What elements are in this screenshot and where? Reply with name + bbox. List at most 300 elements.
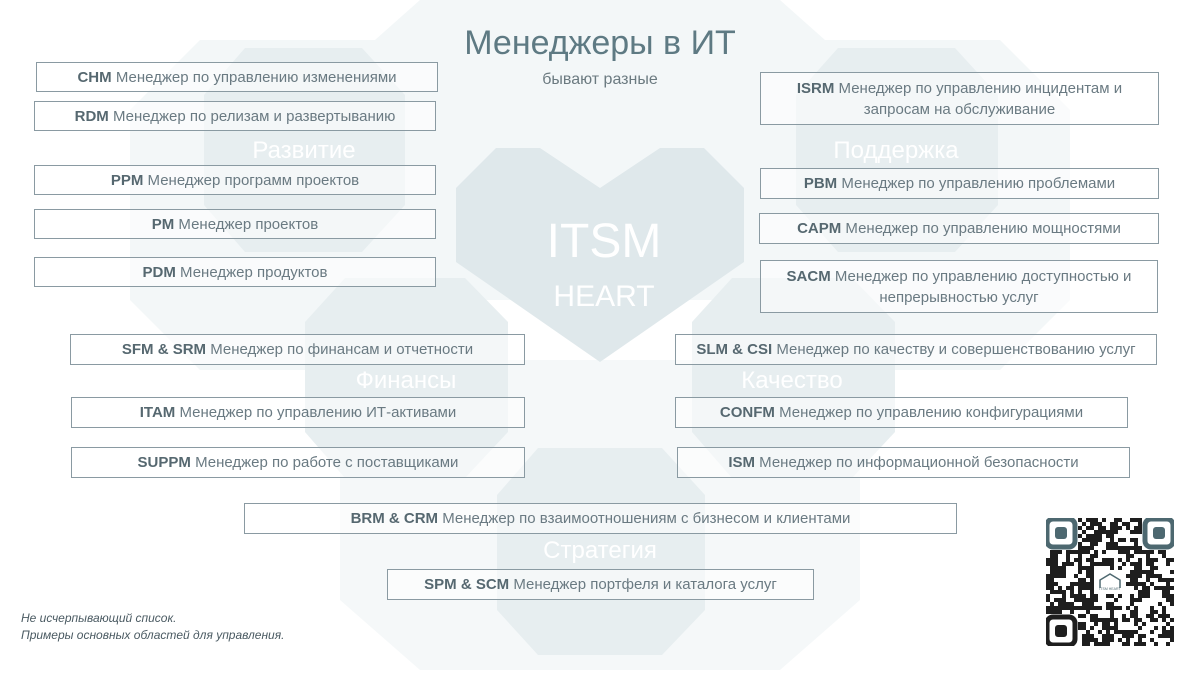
qr-module xyxy=(1066,558,1070,562)
qr-module xyxy=(1070,610,1074,614)
role-text: Менеджер по управлению ИТ-активами xyxy=(179,404,457,421)
qr-module xyxy=(1134,574,1138,578)
qr-module xyxy=(1130,630,1134,634)
qr-module xyxy=(1114,622,1118,626)
qr-module xyxy=(1082,550,1086,554)
qr-module xyxy=(1146,594,1150,598)
qr-module xyxy=(1078,550,1082,554)
qr-module xyxy=(1150,558,1154,562)
qr-module xyxy=(1154,618,1158,622)
qr-module xyxy=(1082,614,1086,618)
qr-module xyxy=(1126,630,1130,634)
qr-module xyxy=(1118,550,1122,554)
role-box-pdm xyxy=(34,257,436,287)
role-box-capm xyxy=(759,213,1159,244)
qr-module xyxy=(1094,534,1098,538)
qr-module xyxy=(1070,594,1074,598)
qr-module xyxy=(1090,546,1094,550)
role-abbr: CAPM xyxy=(797,220,842,237)
qr-module xyxy=(1046,582,1050,586)
qr-module xyxy=(1126,642,1130,646)
qr-module xyxy=(1050,570,1054,574)
qr-module xyxy=(1078,526,1082,530)
qr-module xyxy=(1090,542,1094,546)
qr-module xyxy=(1098,530,1102,534)
role-abbr: PDM xyxy=(142,263,176,281)
qr-module xyxy=(1050,582,1054,586)
qr-module xyxy=(1122,614,1126,618)
qr-module xyxy=(1070,582,1074,586)
qr-module xyxy=(1098,630,1102,634)
qr-module xyxy=(1130,538,1134,542)
qr-module xyxy=(1086,558,1090,562)
qr-module xyxy=(1166,558,1170,562)
qr-module xyxy=(1070,586,1074,590)
role-text: Менеджер по финансам и отчетности xyxy=(210,341,474,358)
area-label-strategy: Стратегия xyxy=(543,537,657,564)
qr-module xyxy=(1094,562,1098,566)
qr-module xyxy=(1106,534,1110,538)
qr-module xyxy=(1082,642,1086,646)
qr-module xyxy=(1106,606,1110,610)
role-abbr: SUPPM xyxy=(137,454,191,471)
qr-module xyxy=(1138,634,1142,638)
qr-module xyxy=(1142,634,1146,638)
qr-module xyxy=(1130,546,1134,550)
qr-module xyxy=(1166,594,1170,598)
qr-module xyxy=(1086,606,1090,610)
role-box-rdm xyxy=(34,101,436,131)
qr-module xyxy=(1106,530,1110,534)
qr-module xyxy=(1162,554,1166,558)
role-text: Менеджер продуктов xyxy=(180,263,328,281)
qr-module xyxy=(1134,550,1138,554)
qr-module xyxy=(1082,626,1086,630)
qr-module xyxy=(1090,522,1094,526)
role-abbr: ITAM xyxy=(139,404,176,421)
qr-module xyxy=(1110,546,1114,550)
qr-module xyxy=(1106,562,1110,566)
qr-module xyxy=(1050,610,1054,614)
qr-module xyxy=(1062,570,1066,574)
qr-module xyxy=(1098,538,1102,542)
qr-module xyxy=(1110,614,1114,618)
qr-module xyxy=(1050,586,1054,590)
role-abbr: SFM & SRM xyxy=(121,341,207,358)
role-box-ism xyxy=(677,447,1130,478)
qr-module xyxy=(1046,598,1050,602)
qr-module xyxy=(1046,586,1050,590)
qr-module xyxy=(1158,550,1162,554)
qr-module xyxy=(1062,606,1066,610)
qr-module xyxy=(1086,630,1090,634)
qr-module xyxy=(1170,626,1174,630)
heart-subtitle: HEART xyxy=(553,280,655,313)
qr-module xyxy=(1102,550,1106,554)
qr-module xyxy=(1146,550,1150,554)
qr-module xyxy=(1126,546,1130,550)
footnote xyxy=(21,610,284,644)
qr-module xyxy=(1082,622,1086,626)
qr-module xyxy=(1078,562,1082,566)
qr-module xyxy=(1110,606,1114,610)
qr-module xyxy=(1110,618,1114,622)
qr-module xyxy=(1086,574,1090,578)
qr-module xyxy=(1102,638,1106,642)
qr-module xyxy=(1118,538,1122,542)
qr-module xyxy=(1114,522,1118,526)
qr-module xyxy=(1138,574,1142,578)
qr-module xyxy=(1074,582,1078,586)
qr-module xyxy=(1062,562,1066,566)
qr-module xyxy=(1086,598,1090,602)
qr-module xyxy=(1050,562,1054,566)
qr-module xyxy=(1082,606,1086,610)
area-label-support: Поддержка xyxy=(833,137,959,164)
qr-module xyxy=(1146,578,1150,582)
qr-module xyxy=(1138,638,1142,642)
qr-module xyxy=(1086,586,1090,590)
role-box-chm xyxy=(36,62,438,92)
qr-module xyxy=(1090,538,1094,542)
qr-module xyxy=(1106,626,1110,630)
qr-module xyxy=(1046,578,1050,582)
qr-module xyxy=(1154,626,1158,630)
qr-module xyxy=(1146,614,1150,618)
qr-module xyxy=(1054,562,1058,566)
area-label-development: Развитие xyxy=(252,137,356,164)
qr-module xyxy=(1118,606,1122,610)
qr-module xyxy=(1070,590,1074,594)
qr-module xyxy=(1170,630,1174,634)
qr-module xyxy=(1062,598,1066,602)
qr-module xyxy=(1150,574,1154,578)
role-abbr: SLM & CSI xyxy=(696,341,773,358)
qr-module xyxy=(1106,622,1110,626)
qr-module xyxy=(1138,530,1142,534)
qr-module xyxy=(1162,550,1166,554)
qr-module xyxy=(1138,642,1142,646)
qr-module xyxy=(1130,598,1134,602)
qr-module xyxy=(1110,562,1114,566)
qr-module xyxy=(1074,594,1078,598)
role-box-sacm xyxy=(760,260,1158,313)
qr-module xyxy=(1090,518,1094,522)
qr-module xyxy=(1166,634,1170,638)
qr-module xyxy=(1098,522,1102,526)
qr-module xyxy=(1050,558,1054,562)
qr-module xyxy=(1114,630,1118,634)
qr-module xyxy=(1126,550,1130,554)
qr-module xyxy=(1142,586,1146,590)
qr-module xyxy=(1094,530,1098,534)
qr-module xyxy=(1138,558,1142,562)
qr-module xyxy=(1126,526,1130,530)
qr-module xyxy=(1074,574,1078,578)
qr-module xyxy=(1106,630,1110,634)
qr-module xyxy=(1082,546,1086,550)
qr-module xyxy=(1170,558,1174,562)
qr-module xyxy=(1134,518,1138,522)
qr-module xyxy=(1066,586,1070,590)
qr-module xyxy=(1114,598,1118,602)
qr-module xyxy=(1154,574,1158,578)
qr-module xyxy=(1126,634,1130,638)
qr-module xyxy=(1122,522,1126,526)
qr-module xyxy=(1162,614,1166,618)
qr-module xyxy=(1094,642,1098,646)
qr-module xyxy=(1110,538,1114,542)
qr-module xyxy=(1118,546,1122,550)
qr-module xyxy=(1086,566,1090,570)
role-box-ppm xyxy=(34,165,436,195)
qr-module xyxy=(1078,570,1082,574)
qr-module xyxy=(1078,590,1082,594)
role-text: Менеджер по релизам и развертыванию xyxy=(112,107,396,125)
qr-module xyxy=(1166,582,1170,586)
qr-module xyxy=(1090,614,1094,618)
qr-module xyxy=(1130,610,1134,614)
qr-module xyxy=(1094,542,1098,546)
role-abbr: SACM xyxy=(786,267,831,285)
qr-module xyxy=(1078,626,1082,630)
qr-module xyxy=(1126,574,1130,578)
qr-module xyxy=(1110,602,1114,606)
role-box-suppm xyxy=(71,447,525,478)
qr-module xyxy=(1134,598,1138,602)
qr-module xyxy=(1094,554,1098,558)
qr-module xyxy=(1110,626,1114,630)
qr-module xyxy=(1150,582,1154,586)
page-title: Менеджеры в ИТ xyxy=(464,24,736,62)
qr-module xyxy=(1054,574,1058,578)
qr-module xyxy=(1146,554,1150,558)
role-text: Менеджер портфеля и каталога услуг xyxy=(513,576,777,593)
qr-module xyxy=(1134,582,1138,586)
qr-module xyxy=(1138,594,1142,598)
role-box-sfm-srm xyxy=(70,334,525,365)
qr-module xyxy=(1118,566,1122,570)
qr-module xyxy=(1050,550,1054,554)
qr-module xyxy=(1090,590,1094,594)
qr-module xyxy=(1090,586,1094,590)
qr-module xyxy=(1114,618,1118,622)
qr-module xyxy=(1166,578,1170,582)
qr-module xyxy=(1110,530,1114,534)
qr-module xyxy=(1118,526,1122,530)
qr-module xyxy=(1058,590,1062,594)
qr-module xyxy=(1058,610,1062,614)
qr-module xyxy=(1158,614,1162,618)
qr-module xyxy=(1138,550,1142,554)
role-box-confm xyxy=(675,397,1128,428)
qr-module xyxy=(1078,606,1082,610)
qr-module xyxy=(1066,606,1070,610)
qr-module xyxy=(1090,574,1094,578)
qr-module xyxy=(1118,558,1122,562)
qr-module xyxy=(1082,538,1086,542)
qr-module xyxy=(1054,582,1058,586)
qr-module xyxy=(1110,522,1114,526)
qr-module xyxy=(1054,590,1058,594)
qr-module xyxy=(1142,622,1146,626)
qr-module xyxy=(1118,630,1122,634)
qr-module xyxy=(1074,558,1078,562)
role-abbr: PPM xyxy=(110,171,144,189)
qr-module xyxy=(1090,570,1094,574)
qr-module xyxy=(1126,558,1130,562)
qr-module xyxy=(1078,614,1082,618)
qr-module xyxy=(1142,642,1146,646)
qr-module xyxy=(1114,526,1118,530)
qr-module xyxy=(1050,566,1054,570)
qr-module xyxy=(1162,594,1166,598)
qr-module xyxy=(1094,618,1098,622)
qr-module xyxy=(1102,642,1106,646)
qr-module xyxy=(1134,562,1138,566)
qr-module xyxy=(1166,598,1170,602)
qr-module xyxy=(1090,562,1094,566)
qr-module xyxy=(1046,610,1050,614)
footnote-line-2: Примеры основных областей для управления. xyxy=(21,628,285,642)
qr-module xyxy=(1090,554,1094,558)
qr-module xyxy=(1114,626,1118,630)
qr-module xyxy=(1142,582,1146,586)
qr-module xyxy=(1130,578,1134,582)
qr-module xyxy=(1110,566,1114,570)
heart-title: ITSM xyxy=(546,215,662,268)
area-label-finance: Финансы xyxy=(355,367,457,394)
qr-module xyxy=(1154,610,1158,614)
qr-module xyxy=(1162,626,1166,630)
qr-module xyxy=(1122,538,1126,542)
qr-module xyxy=(1050,606,1054,610)
qr-module xyxy=(1086,518,1090,522)
qr-module xyxy=(1150,606,1154,610)
qr-module xyxy=(1146,586,1150,590)
qr-module xyxy=(1150,566,1154,570)
role-text: Менеджер программ проектов xyxy=(147,171,360,189)
qr-module xyxy=(1066,602,1070,606)
qr-module xyxy=(1126,638,1130,642)
qr-module xyxy=(1074,550,1078,554)
qr-module xyxy=(1166,630,1170,634)
qr-module xyxy=(1066,562,1070,566)
qr-code[interactable] xyxy=(1046,518,1174,646)
qr-module xyxy=(1058,602,1062,606)
qr-module xyxy=(1118,638,1122,642)
qr-module xyxy=(1082,530,1086,534)
qr-module xyxy=(1098,534,1102,538)
qr-module xyxy=(1102,618,1106,622)
qr-module xyxy=(1166,562,1170,566)
qr-module xyxy=(1122,630,1126,634)
qr-module xyxy=(1066,550,1070,554)
qr-module xyxy=(1078,546,1082,550)
qr-module xyxy=(1050,574,1054,578)
qr-module xyxy=(1082,578,1086,582)
qr-module xyxy=(1090,606,1094,610)
qr-module xyxy=(1126,522,1130,526)
qr-module xyxy=(1130,602,1134,606)
qr-module xyxy=(1138,570,1142,574)
qr-module xyxy=(1070,562,1074,566)
qr-module xyxy=(1150,630,1154,634)
qr-module xyxy=(1098,526,1102,530)
role-text: Менеджер по взаимоотношениям с бизнесом и клиентами xyxy=(442,510,851,527)
qr-module xyxy=(1134,606,1138,610)
qr-module xyxy=(1138,518,1142,522)
qr-module xyxy=(1054,558,1058,562)
role-text: Менеджер по информационной безопасности xyxy=(759,454,1079,471)
qr-module xyxy=(1094,594,1098,598)
qr-module xyxy=(1162,586,1166,590)
role-text: Менеджер по управлению инцидентам и запросам на обслуживание xyxy=(838,79,1123,118)
qr-logo-text: ITSM HEART xyxy=(1099,587,1121,591)
qr-module xyxy=(1054,606,1058,610)
qr-module xyxy=(1098,606,1102,610)
qr-module xyxy=(1106,594,1110,598)
qr-module xyxy=(1106,618,1110,622)
qr-module xyxy=(1122,634,1126,638)
qr-module xyxy=(1050,590,1054,594)
qr-module xyxy=(1162,606,1166,610)
qr-module xyxy=(1166,586,1170,590)
qr-module xyxy=(1138,526,1142,530)
qr-module xyxy=(1078,586,1082,590)
qr-module xyxy=(1070,602,1074,606)
qr-module xyxy=(1110,542,1114,546)
qr-module xyxy=(1134,526,1138,530)
qr-module xyxy=(1150,570,1154,574)
role-abbr: CONFM xyxy=(719,404,775,421)
qr-module xyxy=(1162,618,1166,622)
qr-module xyxy=(1086,570,1090,574)
area-label-quality: Качество xyxy=(741,367,843,394)
qr-module xyxy=(1074,598,1078,602)
qr-module xyxy=(1134,546,1138,550)
qr-module xyxy=(1150,614,1154,618)
qr-module xyxy=(1138,590,1142,594)
qr-module xyxy=(1170,578,1174,582)
qr-module xyxy=(1070,606,1074,610)
qr-module xyxy=(1078,518,1082,522)
page-subtitle: бывают разные xyxy=(542,71,658,88)
qr-module xyxy=(1086,534,1090,538)
qr-module xyxy=(1046,574,1050,578)
qr-module xyxy=(1118,518,1122,522)
qr-module xyxy=(1130,634,1134,638)
qr-module xyxy=(1134,542,1138,546)
qr-module xyxy=(1138,566,1142,570)
qr-module xyxy=(1090,626,1094,630)
role-text: Менеджер по качеству и совершенствованию услуг xyxy=(776,341,1136,358)
qr-module xyxy=(1130,614,1134,618)
qr-module xyxy=(1114,546,1118,550)
qr-module xyxy=(1110,634,1114,638)
qr-module xyxy=(1066,554,1070,558)
qr-module xyxy=(1050,578,1054,582)
qr-module xyxy=(1130,562,1134,566)
qr-logo xyxy=(1096,572,1124,592)
qr-module xyxy=(1094,598,1098,602)
role-text: Менеджер по управлению проблемами xyxy=(841,175,1116,192)
qr-module xyxy=(1078,622,1082,626)
role-text: Менеджер по управлению доступностью и непрерывностью услуг xyxy=(834,267,1132,306)
qr-module xyxy=(1058,606,1062,610)
qr-module xyxy=(1154,558,1158,562)
qr-module xyxy=(1138,618,1142,622)
